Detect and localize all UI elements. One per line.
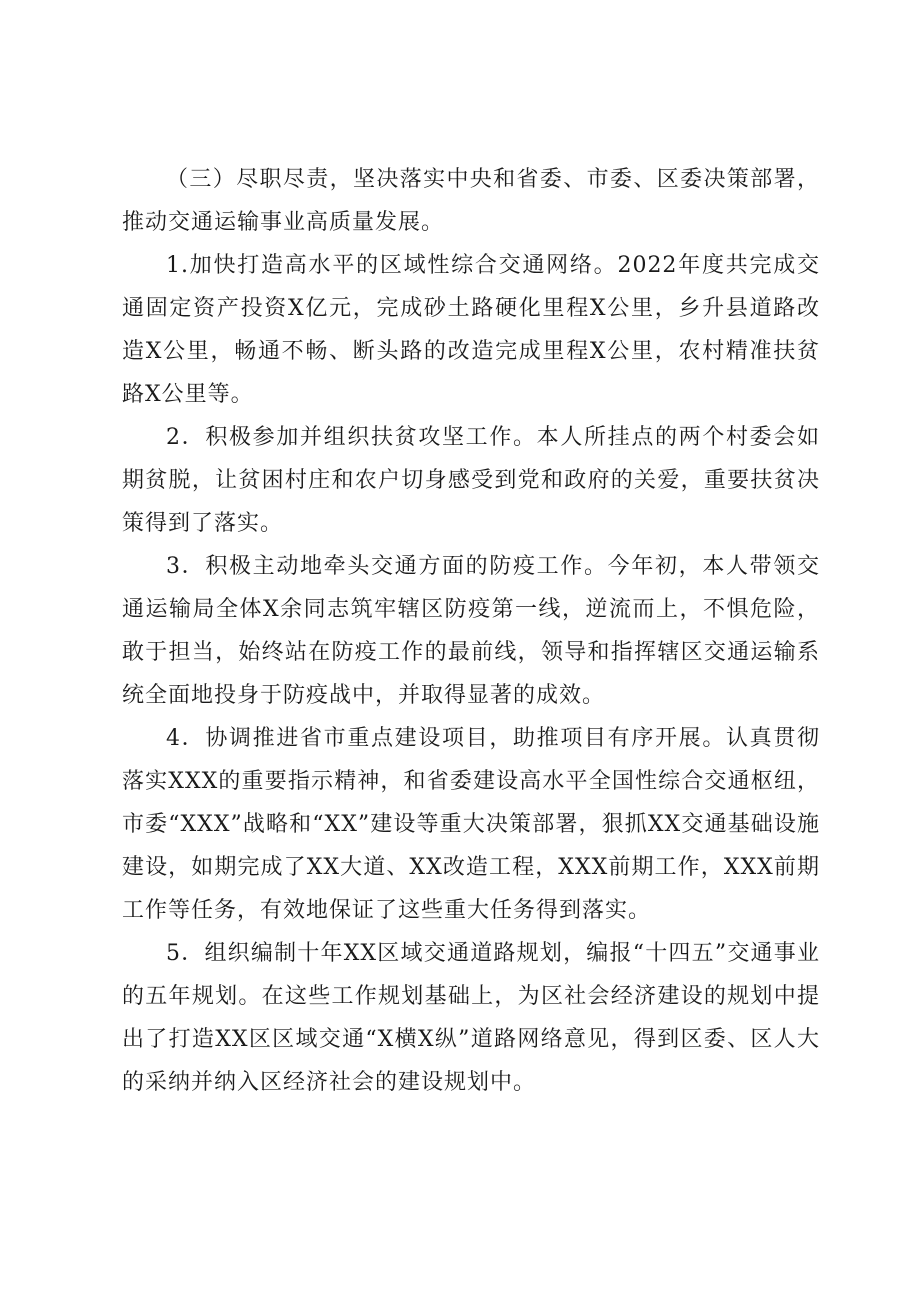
item-4-paragraph: 4．协调推进省市重点建设项目，助推项目有序开展。认真贯彻落实XXX的重要指示精神，和省委建设高水平全国性综合交通枢纽，市委“XXX”战略和“XX”建设等重大决策部署，狠抓XX交通基础设施建设，如期完成了XX大道、XX改造工程，XXX前期工作，XXX前期工作等任务，有效地保证了这些重大任务得到落实。 [122, 726, 820, 923]
item-5-paragraph: 5．组织编制十年XX区域交通道路规划，编报“十四五”交通事业的五年规划。在这些工作规划基础上，为区社会经济建设的规划中提出了打造XX区区域交通“X横X纵”道路网络意见，得到区委、区人大的采纳并纳入区经济社会的建设规划中。 [122, 941, 820, 1095]
document-body [122, 158, 820, 1104]
item-3-paragraph: 3．积极主动地牵头交通方面的防疫工作。今年初，本人带领交通运输局全体X余同志筑牢辖区防疫第一线，逆流而上，不惧危险，敢于担当，始终站在防疫工作的最前线，领导和指挥辖区交通运输系统全面地投身于防疫战中，并取得显著的成效。 [122, 554, 820, 708]
item-1-paragraph: 1.加快打造高水平的区域性综合交通网络。2022年度共完成交通固定资产投资X亿元，完成砂土路硬化里程X公里，乡升县道路改造X公里，畅通不畅、断头路的改造完成里程X公里，农村精准扶贫路X公里等。 [122, 253, 820, 407]
section-heading-paragraph: （三）尽职尽责，坚决落实中央和省委、市委、区委决策部署，推动交通运输事业高质量发展。 [122, 167, 820, 235]
item-2-paragraph: 2．积极参加并组织扶贫攻坚工作。本人所挂点的两个村委会如期贫脱，让贫困村庄和农户切身感受到党和政府的关爱，重要扶贫决策得到了落实。 [122, 425, 820, 536]
